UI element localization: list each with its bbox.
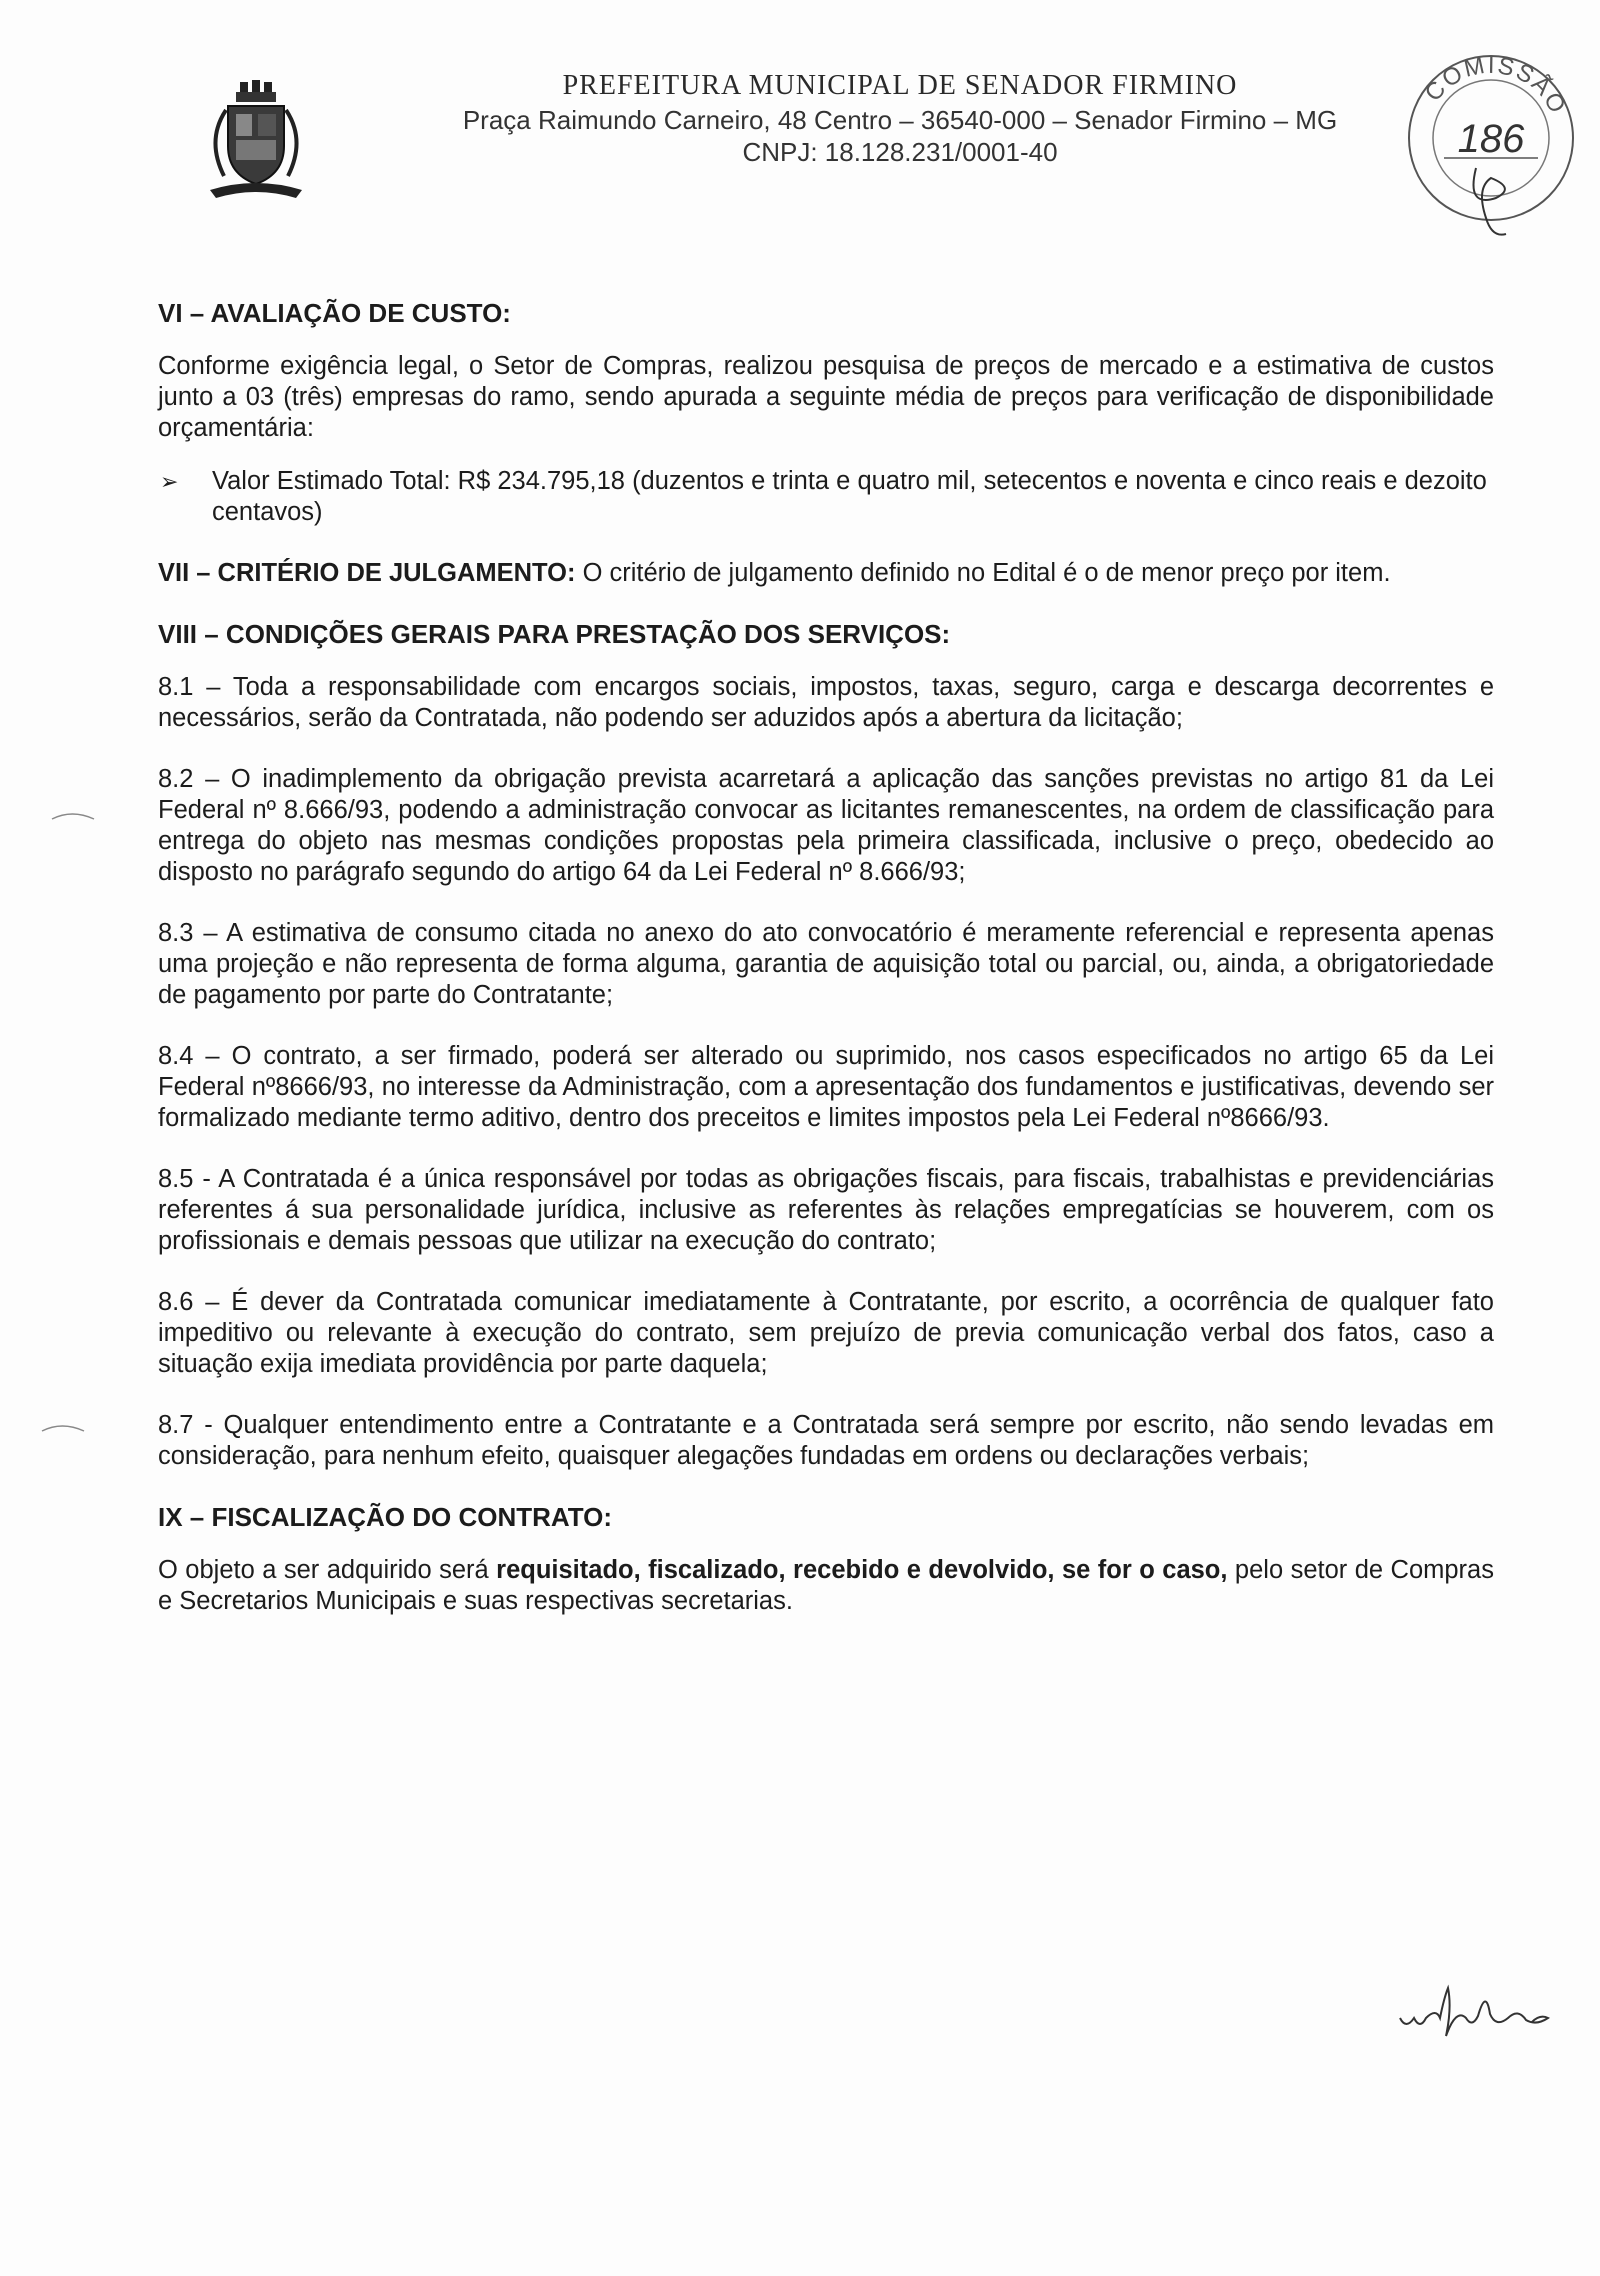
section-ix-title: IX – FISCALIZAÇÃO DO CONTRATO: <box>158 1502 613 1532</box>
document-body <box>158 298 1494 1617</box>
section-vi-body: Conforme exigência legal, o Setor de Compras, realizou pesquisa de preços de mercado e a estimativa de custos junto a 03 (três) empresas do ramo, sendo apurada a seguinte média de preços para verificação de disponibilidade orçamentária: <box>158 352 1494 442</box>
coat-of-arms-icon <box>196 80 308 200</box>
stamp-text: COMISSÃO <box>1419 51 1572 120</box>
scan-mark <box>50 808 96 820</box>
clause-8-2: 8.2 – O inadimplemento da obrigação prevista acarretará a aplicação das sanções previstas no artigo 81 da Lei Federal nº 8.666/93, podendo a administração convocar as licitantes remanescentes, na ordem de classificação para entrega do objeto nas mesmas condições propostas pela primeira classificada, inclusive o preço, obedecido ao disposto no parágrafo segundo do artigo 64 da Lei Federal nº 8.666/93; <box>158 765 1494 886</box>
section-vi-title: VI – AVALIAÇÃO DE CUSTO: <box>158 298 511 328</box>
commission-stamp-icon <box>1396 38 1586 248</box>
svg-text:COMISSÃO <box>1420 52 1572 119</box>
clause-8-5: 8.5 - A Contratada é a única responsável por todas as obrigações fiscais, para fiscais, trabalhistas e previdenciárias referentes á sua personalidade jurídica, inclusive as referentes às relações empregatícias se houverem, com os profissionais e demais pessoas que utilizar na execução do contrato; <box>158 1165 1494 1255</box>
section-ix-body: O objeto a ser adquirido será requisitado, fiscalizado, recebido e devolvido, se for o caso, pelo setor de Compras e Secretarios Municipais e suas respectivas secretarias. <box>158 1556 1494 1615</box>
estimated-value-text: Valor Estimado Total: R$ 234.795,18 (duzentos e trinta e quatro mil, setecentos e noventa e cinco reais e dezoito centavos) <box>212 467 1487 526</box>
clause-8-3: 8.3 – A estimativa de consumo citada no anexo do ato convocatório é meramente referencial e representa apenas uma projeção e não representa de forma alguma, garantia de aquisição total ou parcial, ou, ainda, a obrigatoriedade de pagamento por parte do Contratante; <box>158 919 1494 1009</box>
section-vii-title: VII – CRITÉRIO DE JULGAMENTO: <box>158 559 576 587</box>
clause-8-6: 8.6 – É dever da Contratada comunicar imediatamente à Contratante, por escrito, a ocorrência de qualquer fato impeditivo ou relevante à execução do contrato, sem prejuízo de previa comunicação verbal dos fatos, caso a situação exija imediata providência por parte daquela; <box>158 1288 1494 1378</box>
section-ix-emphasis: requisitado, fiscalizado, recebido e devolvido, se for o caso, <box>496 1556 1228 1584</box>
clause-8-7: 8.7 - Qualquer entendimento entre a Contratante e a Contratada será sempre por escrito, não sendo levadas em consideração, para nenhum efeito, quaisquer alegações fundadas em ordens ou declarações verbais; <box>158 1411 1494 1470</box>
estimated-value-item <box>158 466 1494 528</box>
clause-8-1: 8.1 – Toda a responsabilidade com encargos sociais, impostos, taxas, seguro, carga e descarga decorrentes e necessários, serão da Contratada, não podendo ser aduzidos após a abertura da licitação; <box>158 673 1494 732</box>
bullet-arrow-icon: ➢ <box>160 469 179 494</box>
stamp-number: 186 <box>1457 117 1525 161</box>
municipality-cnpj: CNPJ: 18.128.231/0001-40 <box>742 137 1058 167</box>
signature-icon <box>1396 1978 1596 2042</box>
clause-8-4: 8.4 – O contrato, a ser firmado, poderá ser alterado ou suprimido, nos casos especificados no artigo 65 da Lei Federal nº8666/93, no interesse da Administração, com a apresentação dos fundamentos e justificativas, devendo ser formalizado mediante termo aditivo, dentro dos preceitos e limites impostos pela Lei Federal nº8666/93. <box>158 1042 1494 1132</box>
municipality-address: Praça Raimundo Carneiro, 48 Centro – 36540-000 – Senador Firmino – MG <box>462 105 1338 135</box>
section-vii-body: O critério de julgamento definido no Edital é o de menor preço por item. <box>575 559 1391 587</box>
section-viii-title: VIII – CONDIÇÕES GERAIS PARA PRESTAÇÃO DOS SERVIÇOS: <box>158 619 951 649</box>
letterhead-text <box>420 70 1380 168</box>
section-vii <box>158 558 1494 589</box>
letterhead <box>0 51 1600 202</box>
municipality-title: PREFEITURA MUNICIPAL DE SENADOR FIRMINO <box>562 70 1238 101</box>
scan-mark <box>40 1420 86 1432</box>
